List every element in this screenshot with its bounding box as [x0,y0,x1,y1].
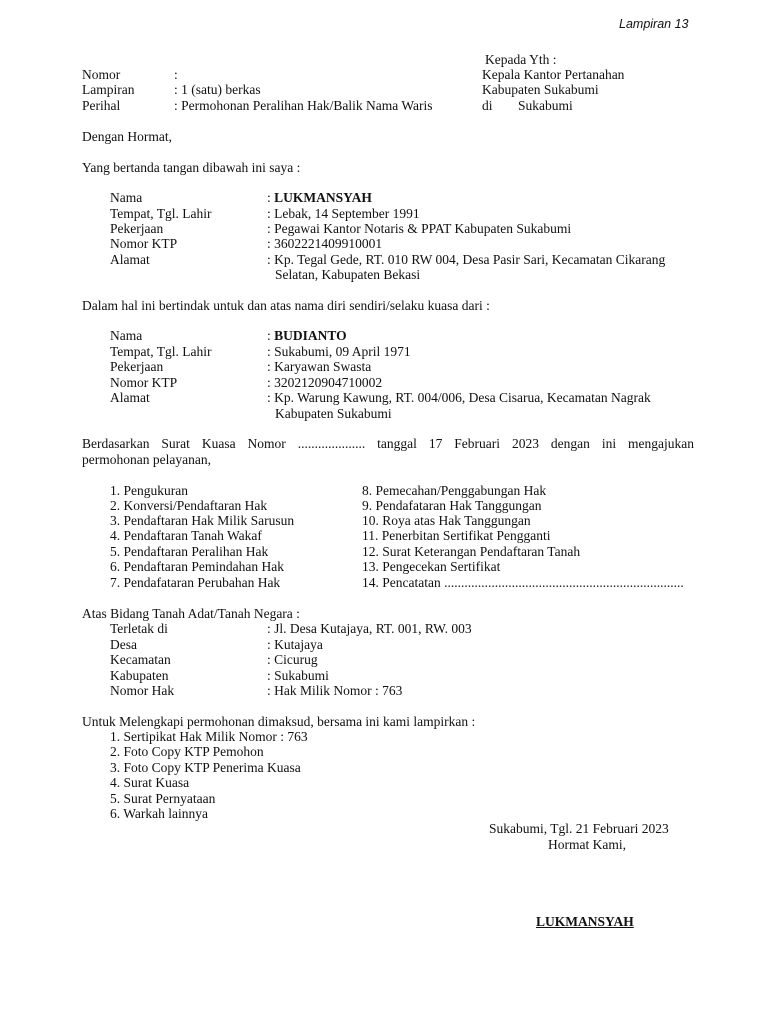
page-tag: Lampiran 13 [619,17,689,31]
attachment-item: 1. Sertipikat Hak Milik Nomor : 763 [110,729,308,744]
field-value-nomor: : [174,67,178,82]
field-value-perihal: : Permohonan Peralihan Hak/Balik Nama Waris [174,98,433,113]
applicant-value: : LUKMANSYAH [267,190,372,205]
service-item: 11. Penerbitan Sertifikat Pengganti [362,528,551,543]
principal-label: Pekerjaan [110,359,164,374]
applicant-label: Nomor KTP [110,236,178,251]
applicant-label: Alamat [110,252,150,267]
on-behalf-text: Dalam hal ini bertindak untuk dan atas nama diri sendiri/selaku kuasa dari : [82,298,490,313]
land-label: Kecamatan [110,652,171,667]
service-item: 7. Pendafataran Perubahan Hak [110,575,281,590]
principal-value: : Sukabumi, 09 April 1971 [267,344,411,359]
principal-label: Alamat [110,390,150,405]
applicant-value: : Pegawai Kantor Notaris & PPAT Kabupaten Sukabumi [267,221,572,236]
applicant-value: : 3602221409910001 [267,236,383,251]
addressee-line1: Kepada Yth : [485,52,557,67]
attach-heading: Untuk Melengkapi permohonan dimaksud, bersama ini kami lampirkan : [82,714,476,729]
land-value: : Kutajaya [267,637,323,652]
applicant-name: LUKMANSYAH [274,190,372,205]
land-label: Kabupaten [110,668,169,683]
attachment-item: 6. Warkah lainnya [110,806,209,821]
applicant-value: : Kp. Tegal Gede, RT. 010 RW 004, Desa Pasir Sari, Kecamatan Cikarang [267,252,666,267]
service-item: 6. Pendaftaran Pemindahan Hak [110,559,284,574]
principal-label: Nomor KTP [110,375,178,390]
attachment-item: 2. Foto Copy KTP Pemohon [110,744,264,759]
applicant-label: Pekerjaan [110,221,164,236]
service-item: 1. Pengukuran [110,483,188,498]
applicant-value: : Lebak, 14 September 1991 [267,206,420,221]
addressee-city: Sukabumi [518,98,573,113]
land-label: Nomor Hak [110,683,175,698]
addressee-di: di [482,98,493,113]
land-value: : Sukabumi [267,668,329,683]
attachment-item: 4. Surat Kuasa [110,775,190,790]
land-value: : Cicurug [267,652,318,667]
principal-value: : Kp. Warung Kawung, RT. 004/006, Desa Cisarua, Kecamatan Nagrak [267,390,651,405]
field-label-perihal: Perihal [82,98,121,113]
basis-line1: Berdasarkan Surat Kuasa Nomor .................... tanggal 17 Februari 2023 dengan ini mengajukan [82,436,694,451]
intro-text: Yang bertanda tangan dibawah ini saya : [82,160,301,175]
field-label-lampiran: Lampiran [82,82,135,97]
principal-label: Tempat, Tgl. Lahir [110,344,212,359]
greeting: Dengan Hormat, [82,129,172,144]
addressee-line3: Kabupaten Sukabumi [482,82,599,97]
land-heading: Atas Bidang Tanah Adat/Tanah Negara : [82,606,300,621]
service-item: 12. Surat Keterangan Pendaftaran Tanah [362,544,581,559]
service-item: 8. Pemecahan/Penggabungan Hak [362,483,547,498]
principal-value-cont: Kabupaten Sukabumi [275,406,392,421]
service-item: 9. Pendafataran Hak Tanggungan [362,498,542,513]
signatory-name: LUKMANSYAH [536,914,634,929]
place-date: Sukabumi, Tgl. 21 Februari 2023 [489,821,669,836]
service-item: 14. Pencatatan ....................................................................... [362,575,684,590]
applicant-label: Nama [110,190,143,205]
service-item: 10. Roya atas Hak Tanggungan [362,513,531,528]
land-label: Terletak di [110,621,168,636]
service-item: 2. Konversi/Pendaftaran Hak [110,498,268,513]
applicant-label: Tempat, Tgl. Lahir [110,206,212,221]
service-item: 5. Pendaftaran Peralihan Hak [110,544,269,559]
service-item: 4. Pendaftaran Tanah Wakaf [110,528,262,543]
attachment-item: 5. Surat Pernyataan [110,791,216,806]
attachment-item: 3. Foto Copy KTP Penerima Kuasa [110,760,301,775]
applicant-value-cont: Selatan, Kabupaten Bekasi [275,267,421,282]
field-value-lampiran: : 1 (satu) berkas [174,82,261,97]
service-item: 13. Pengecekan Sertifikat [362,559,501,574]
addressee-line2: Kepala Kantor Pertanahan [482,67,625,82]
closing: Hormat Kami, [548,837,626,852]
land-label: Desa [110,637,137,652]
field-label-nomor: Nomor [82,67,121,82]
principal-value: : Karyawan Swasta [267,359,372,374]
land-value: : Jl. Desa Kutajaya, RT. 001, RW. 003 [267,621,472,636]
land-value: : Hak Milik Nomor : 763 [267,683,403,698]
basis-line2: permohonan pelayanan, [82,452,211,467]
service-item: 3. Pendaftaran Hak Milik Sarusun [110,513,295,528]
principal-name: BUDIANTO [274,328,347,343]
principal-value: : BUDIANTO [267,328,347,343]
principal-value: : 3202120904710002 [267,375,383,390]
principal-label: Nama [110,328,143,343]
